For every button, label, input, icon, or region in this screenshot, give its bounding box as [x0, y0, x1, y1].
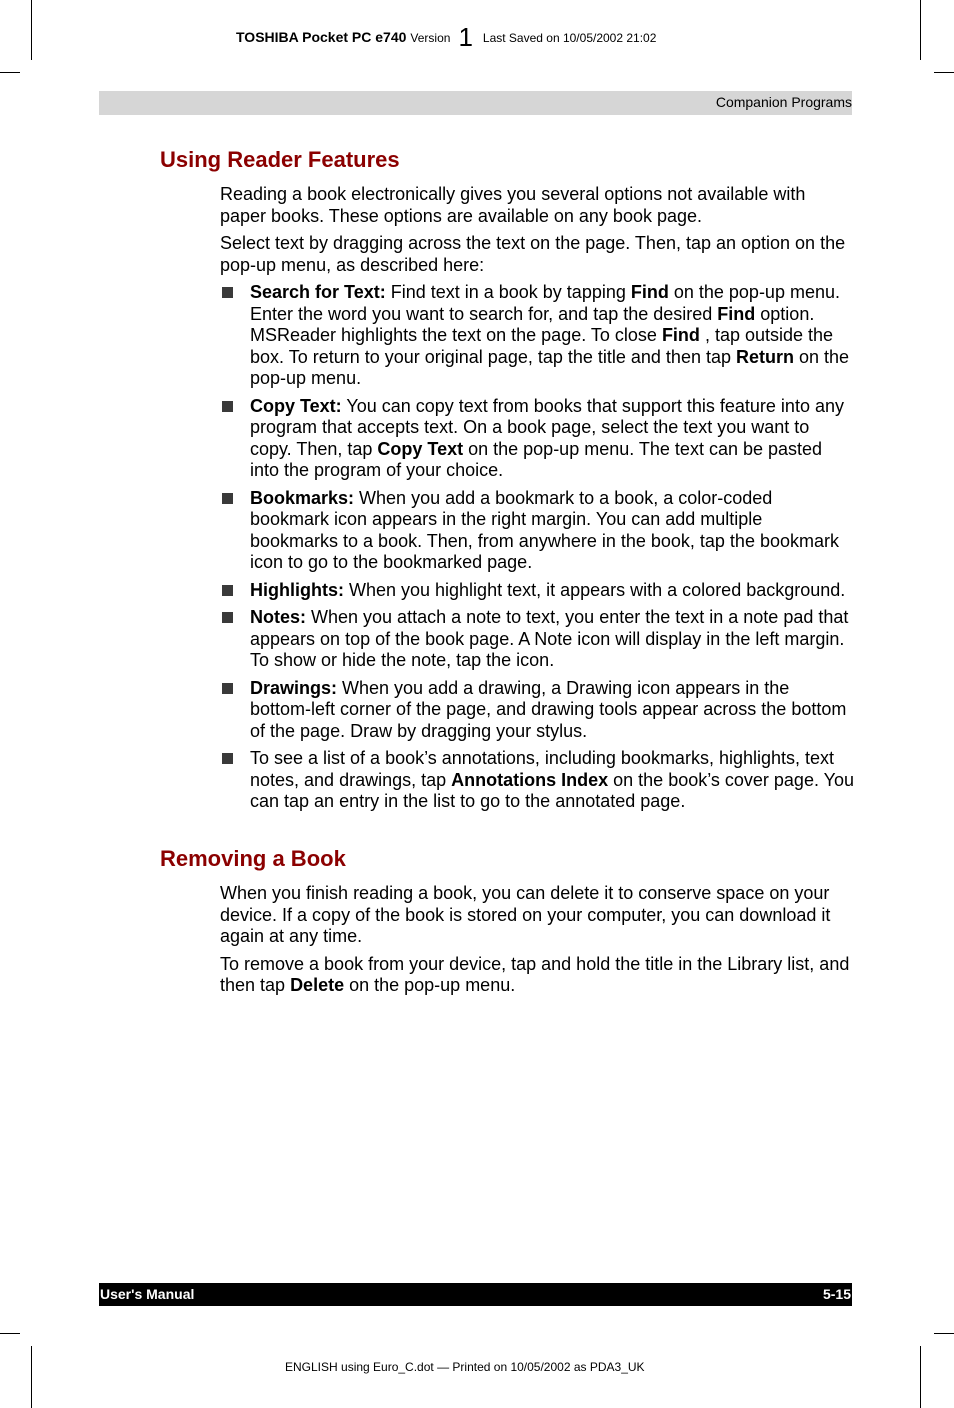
crop-mark — [934, 72, 954, 73]
manual-title: User's Manual — [100, 1286, 195, 1302]
bold-term: Copy Text — [377, 438, 464, 459]
text: When you add a bookmark to a book, a color-coded bookmark icon appears in the right margin. You can add multiple bookmarks to a book. Then, from anywhere in the book, tap the bookmark icon to go to the bookmarked page. — [250, 487, 839, 572]
section-title-removing-book: Removing a Book — [160, 846, 346, 871]
text: on the pop-up menu. — [250, 346, 850, 388]
text: on the pop-up menu. The text can be pasted into the program of your choice. — [250, 438, 823, 480]
bold-term: Find — [630, 282, 669, 302]
bold-term: Find — [717, 303, 756, 324]
bold-label: Search for Text: — [250, 282, 386, 302]
text: option. MSReader highlights the text on the page. To close — [250, 303, 815, 345]
paragraph — [220, 954, 854, 997]
text: on the pop-up menu. Enter the word you want to search for, and tap the desired — [250, 282, 840, 324]
list-item-copy — [220, 396, 854, 482]
version-number: 1 — [458, 22, 473, 52]
crop-mark — [934, 1333, 954, 1334]
bold-label: Drawings: — [250, 677, 338, 698]
section-name: Companion Programs — [715, 94, 852, 110]
version-label: Version — [410, 31, 451, 45]
square-bullet-icon — [222, 287, 233, 298]
text: You can copy text from books that support this feature into any program that accepts text. On a book page, select the text you want to copy. Then, tap — [250, 395, 844, 459]
text: Find text in a book by tapping — [385, 282, 631, 302]
text: When you highlight text, it appears with a colored background. — [343, 579, 846, 600]
paragraph: When you finish reading a book, you can delete it to conserve space on your device. If a copy of the book is stored on your computer, you can download it again at any time. — [220, 883, 831, 946]
square-bullet-icon — [222, 683, 233, 694]
text: When you attach a note to text, you enter the text in a note pad that appears on top of the book page. A Note icon will display in the left margin. To show or hide the note, tap the icon. — [250, 607, 849, 670]
bold-term: Return — [736, 346, 794, 367]
list-item-notes — [220, 607, 854, 672]
bold-label: Notes: — [250, 607, 307, 627]
print-info: ENGLISH using Euro_C.dot — Printed on 10/05/2002 as PDA3_UK — [285, 1360, 645, 1374]
list-item-search — [220, 282, 854, 390]
crop-mark — [0, 1333, 20, 1334]
bold-label: Bookmarks: — [250, 487, 355, 508]
crop-mark — [31, 0, 32, 60]
square-bullet-icon — [222, 612, 233, 623]
square-bullet-icon — [222, 753, 233, 764]
crop-mark — [920, 0, 921, 60]
section-header-bar — [99, 91, 852, 115]
bold-label: Highlights: — [250, 579, 344, 600]
text: , tap outside the box. To return to your original page, tap the title and then tap — [250, 325, 834, 367]
square-bullet-icon — [222, 585, 233, 596]
footer-bar — [99, 1283, 852, 1306]
text: To see a list of a book’s annotations, including bookmarks, highlights, text notes, and drawings, tap — [250, 748, 835, 790]
square-bullet-icon — [222, 401, 233, 412]
crop-mark — [920, 1346, 921, 1408]
paragraph: Select text by dragging across the text on the page. Then, tap an option on the pop-up menu, as described here: — [220, 233, 846, 275]
section-title-reader-features: Using Reader Features — [160, 147, 400, 172]
last-saved: Last Saved on 10/05/2002 21:02 — [482, 31, 657, 45]
crop-mark — [0, 72, 20, 73]
product-name: TOSHIBA Pocket PC e740 — [236, 29, 407, 45]
crop-mark — [31, 1346, 32, 1408]
square-bullet-icon — [222, 493, 233, 504]
bold-term: Delete — [290, 975, 345, 995]
document-header-meta — [236, 18, 657, 52]
section-body-removing-book — [220, 883, 854, 1003]
feature-list — [220, 282, 854, 813]
section-body-reader-features — [220, 184, 854, 819]
paragraph: Reading a book electronically gives you several options not available with paper books. These options are available on any book page. — [220, 184, 806, 226]
bold-term: Annotations Index — [451, 769, 609, 790]
text: When you add a drawing, a Drawing icon appears in the bottom-left corner of the page, and drawing tools appear across the bottom of the page. Draw by dragging your stylus. — [250, 677, 847, 741]
text: To remove a book from your device, tap and hold the title in the Library list, and then tap — [220, 953, 850, 995]
list-item-bookmarks — [220, 488, 854, 574]
list-item-highlights — [220, 580, 854, 602]
text: on the book’s cover page. You can tap an entry in the list to go to the annotated page. — [250, 769, 855, 811]
page-number: 5-15 — [822, 1286, 851, 1302]
text: on the pop-up menu. — [344, 975, 516, 995]
bold-label: Copy Text: — [250, 395, 342, 416]
list-item-annotations — [220, 748, 854, 813]
list-item-drawings — [220, 678, 854, 743]
bold-term: Find — [661, 325, 700, 345]
